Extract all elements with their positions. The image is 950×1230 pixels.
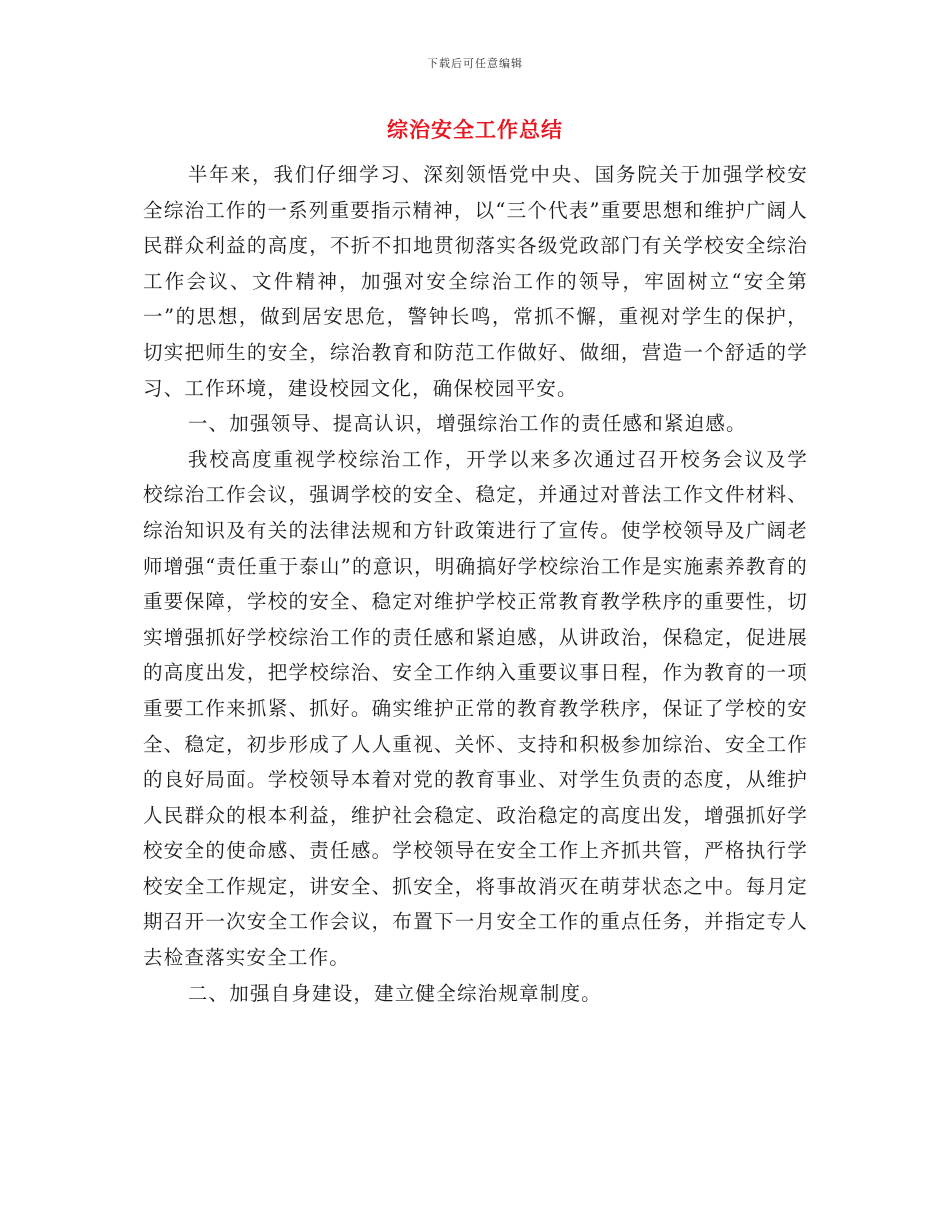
paragraph-section-1: 我校高度重视学校综治工作，开学以来多次通过召开校务会议及学校综治工作会议，强调学校的安全、稳定，并通过对普法工作文件材料、综治知识及有关的法律法规和方针政策进行了宣传。使学校领导及广阔老师增强“责任重于泰山”的意识，明确搞好学校综治工作是实施素养教育的重要保障，学校的安全、稳定对维护学校正常教育教学秩序的重要性，切实增强抓好学校综治工作的责任感和紧迫感，从讲政治，保稳定，促进展的高度出发，把学校综治、安全工作纳入重要议事日程，作为教育的一项重要工作来抓紧、抓好。确实维护正常的教育教学秩序，保证了学校的安全、稳定，初步形成了人人重视、关怀、支持和积极参加综治、安全工作的良好局面。学校领导本着对党的教育事业、对学生负责的态度，从维护人民群众的根本利益，维护社会稳定、政治稳定的高度出发，增强抓好学校安全的使命感、责任感。学校领导在安全工作上齐抓共管，严格执行学校安全工作规定，讲安全、抓安全，将事故消灭在萌芽状态之中。每月定期召开一次安全工作会议，布置下一月安全工作的重点任务，并指定专人去检查落实安全工作。 <box>143 447 808 970</box>
document-body <box>143 157 808 1011</box>
section-heading-1: 一、加强领导、提高认识，增强综治工作的责任感和紧迫感。 <box>187 412 747 436</box>
section-heading-2: 二、加强自身建设，建立健全综治规章制度。 <box>187 981 602 1005</box>
paragraph-intro: 半年来，我们仔细学习、深刻领悟党中央、国务院关于加强学校安全综治工作的一系列重要指示精神，以“三个代表”重要思想和维护广阔人民群众利益的高度，不折不扣地贯彻落实各级党政部门有关学校安全综治工作会议、文件精神，加强对安全综治工作的领导，牢固树立“安全第一”的思想，做到居安思危，警钟长鸣，常抓不懈，重视对学生的保护，切实把师生的安全，综治教育和防范工作做好、做细，营造一个舒适的学习、工作环境，建设校园文化，确保校园平安。 <box>143 163 808 400</box>
document-title: 综治安全工作总结 <box>387 117 563 142</box>
header-note: 下载后可任意编辑 <box>427 57 523 70</box>
